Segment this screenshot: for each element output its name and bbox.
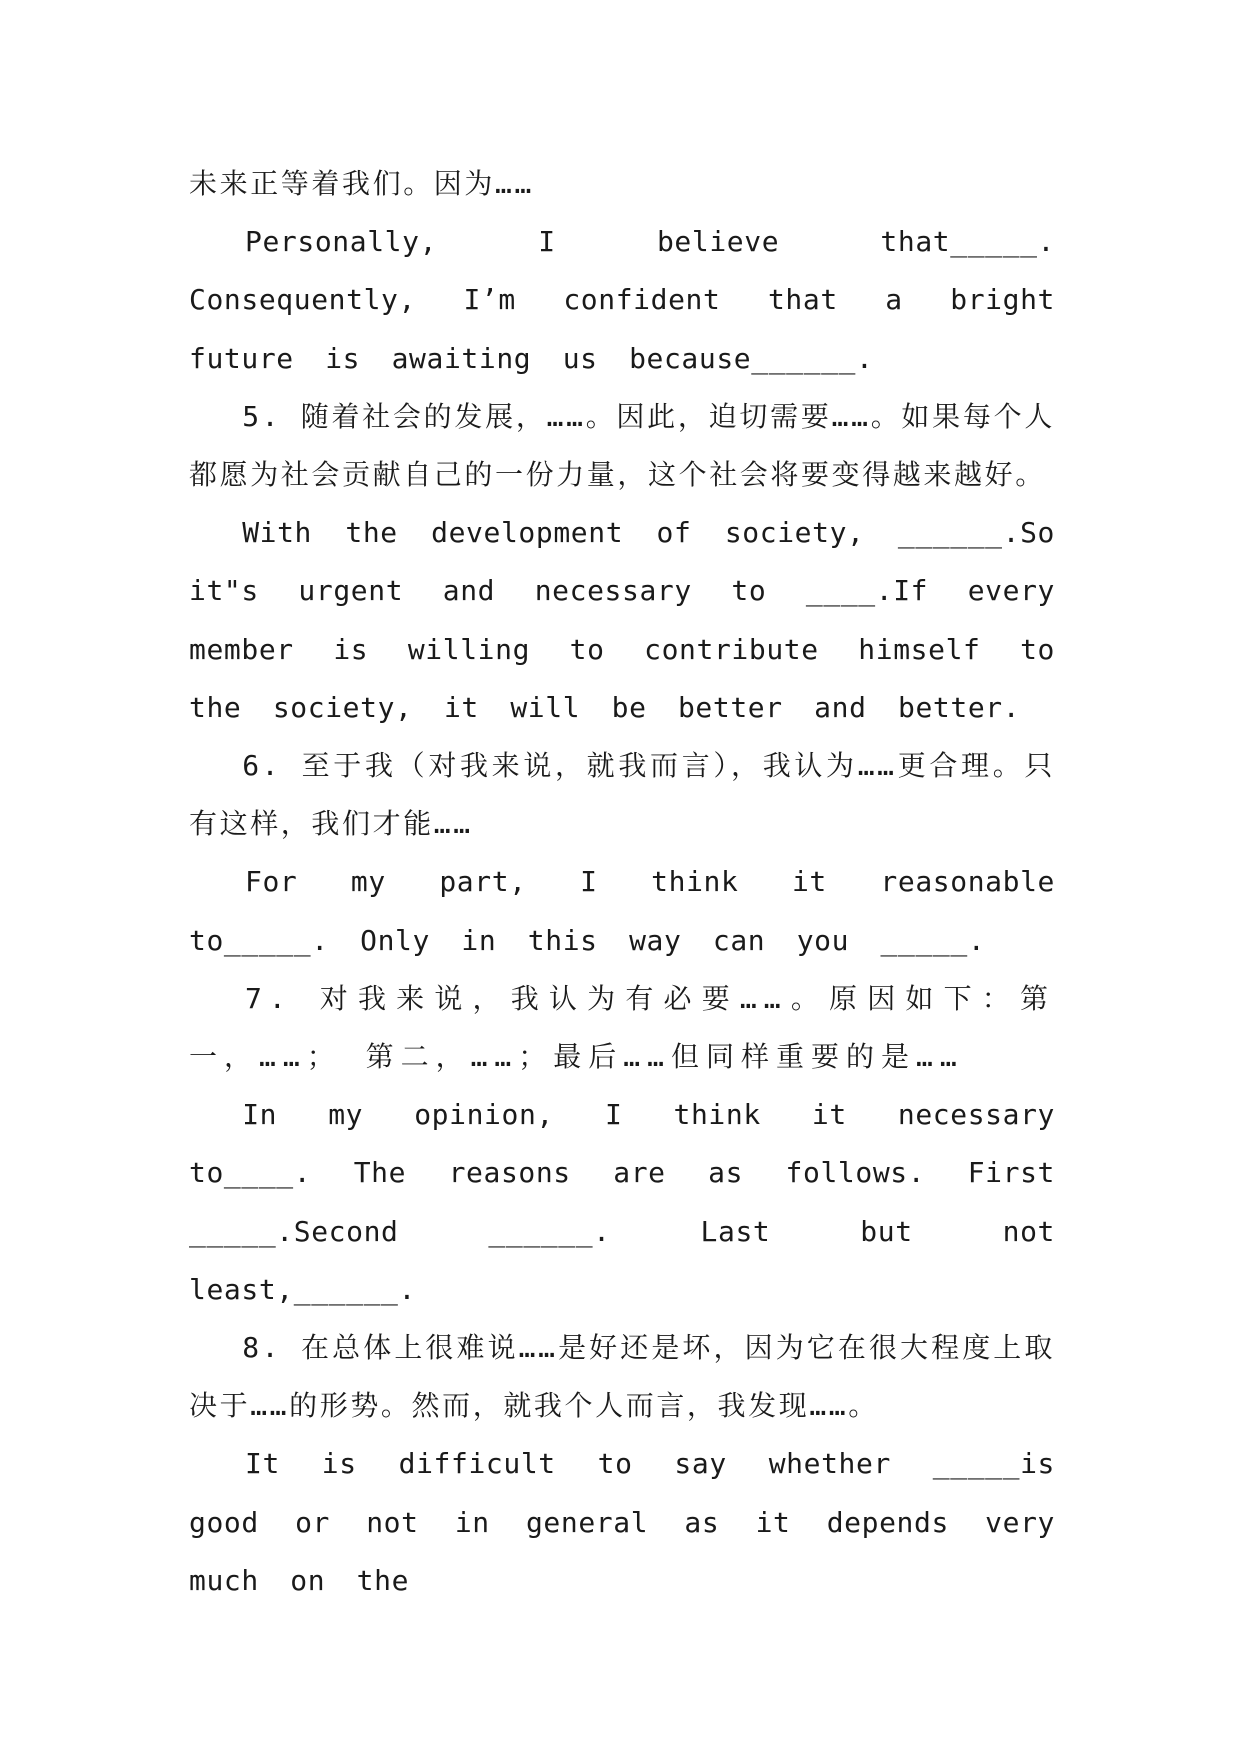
paragraph-en-difficult-to-say: It is difficult to say whether _____is good or not in general as it depends very much on the bbox=[189, 1447, 1055, 1597]
paragraph-en-personally: Personally, I believe that_____. Consequently, I’m confident that a bright future is awaiting us because______. bbox=[189, 225, 1055, 375]
paragraph-en-for-my-part: For my part, I think it reasonable to_____. Only in this way can you _____. bbox=[189, 865, 1055, 957]
paragraph-cn-item-6: 6. 至于我（对我来说，就我而言），我认为……更合理。只有这样，我们才能…… bbox=[189, 749, 1055, 841]
paragraph-cn-continuation: 未来正等着我们。因为…… bbox=[189, 167, 534, 200]
paragraph-en-in-my-opinion: In my opinion, I think it necessary to____. The reasons are as follows. First _____.Second ______. Last but not least,______. bbox=[189, 1098, 1055, 1306]
paragraph-cn-item-7: 7. 对我来说，我认为有必要……。原因如下：第一，……； 第二，……；最后……但同样重要的是…… bbox=[189, 981, 1055, 1074]
document-page bbox=[189, 155, 1055, 1610]
paragraph-cn-item-8: 8. 在总体上很难说……是好还是坏，因为它在很大程度上取决于……的形势。然而，就我个人而言，我发现……。 bbox=[189, 1331, 1055, 1423]
paragraph-en-development-of-society: With the development of society, ______.So it"s urgent and necessary to ____.If every member is willing to contribute himself to the society, it will be better and better. bbox=[189, 516, 1055, 724]
paragraph-cn-item-5: 5. 随着社会的发展，……。因此，迫切需要……。如果每个人都愿为社会贡献自己的一份力量，这个社会将要变得越来越好。 bbox=[189, 399, 1055, 492]
